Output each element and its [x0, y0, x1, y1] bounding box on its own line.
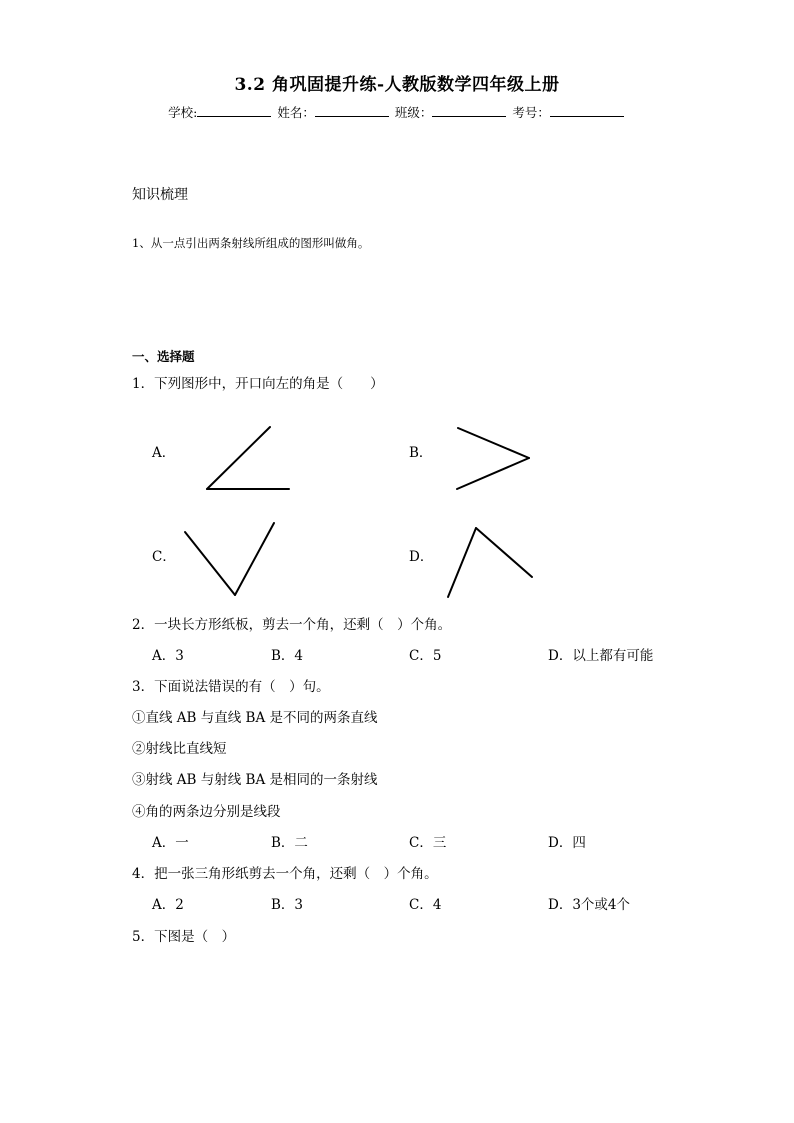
q3-option-b[interactable]: B．二	[271, 835, 308, 851]
q1-option-b-label[interactable]: B．	[409, 445, 433, 461]
q3-statement-4: ④角的两条边分别是线段	[132, 804, 281, 820]
q4-option-a[interactable]: A．2	[152, 897, 184, 913]
page-title: 3.2 角巩固提升练-人教版数学四年级上册	[234, 75, 560, 95]
class-label: 班级：	[394, 105, 433, 120]
question-3-stem: 3．下面说法错误的有（ ）句。	[132, 679, 330, 695]
exam-number-label: 考号：	[512, 105, 550, 120]
q2-option-a[interactable]: A．3	[152, 648, 184, 664]
angle-a-figure	[207, 427, 289, 489]
question-4-stem: 4．把一张三角形纸剪去一个角，还剩（ ）个角。	[132, 866, 438, 882]
q3-option-a[interactable]: A．一	[152, 835, 189, 851]
question-2-stem: 2．一块长方形纸板，剪去一个角，还剩（ ）个角。	[132, 617, 452, 633]
q4-option-d[interactable]: D．3个或4个	[548, 897, 631, 913]
q3-statement-3: ③射线 AB 与射线 BA 是相同的一条射线	[132, 772, 378, 788]
q2-option-d[interactable]: D．以上都有可能	[548, 648, 654, 664]
q4-option-c[interactable]: C．4	[409, 897, 442, 913]
q4-option-b[interactable]: B．3	[271, 897, 304, 913]
knowledge-point: 1、从一点引出两条射线所组成的图形叫做角。	[132, 236, 370, 250]
angle-b-figure	[457, 428, 529, 489]
q3-option-c[interactable]: C．三	[409, 835, 447, 851]
angle-c-figure	[185, 523, 274, 595]
q1-option-a-label[interactable]: A．	[152, 445, 176, 461]
q3-statement-1: ①直线 AB 与直线 BA 是不同的两条直线	[132, 710, 378, 726]
knowledge-heading: 知识梳理	[132, 187, 188, 203]
school-label: 学校:	[168, 105, 198, 120]
q2-option-c[interactable]: C．5	[409, 648, 442, 664]
name-label: 姓名：	[277, 105, 315, 120]
q3-option-d[interactable]: D．四	[548, 835, 586, 851]
angle-d-figure	[448, 528, 532, 597]
q1-option-d-label[interactable]: D．	[409, 549, 434, 565]
q2-option-b[interactable]: B．4	[271, 648, 304, 664]
q1-option-c-label[interactable]: C．	[152, 549, 176, 565]
question-1-stem: 1．下列图形中，开口向左的角是（ ）	[132, 376, 384, 392]
question-5-stem: 5．下图是（ ）	[132, 929, 236, 945]
section-heading-choice: 一、选择题	[132, 349, 195, 364]
q3-statement-2: ②射线比直线短	[132, 741, 227, 757]
